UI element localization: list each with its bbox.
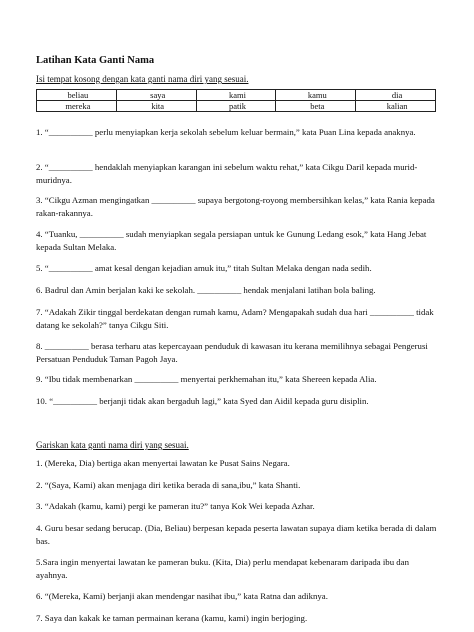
word-cell: kami <box>196 90 276 101</box>
word-table-row <box>37 90 436 101</box>
underline-question-2: 2. “(Saya, Kami) akan menjaga diri ketika berada di sana,ibu,” kata Shanti. <box>36 480 301 490</box>
fill-in-question-5: 5. “__________ amat kesal dengan kejadian amuk itu,” titah Sultan Melaka dengan nada sedih. <box>36 263 372 273</box>
pronoun-word-table <box>36 89 436 112</box>
fill-in-question-1: 1. “__________ perlu menyiapkan kerja sekolah sebelum keluar bermain,” kata Puan Lina kepada anaknya. <box>36 127 416 137</box>
underline-question-1: 1. (Mereka, Dia) bertiga akan menyertai lawatan ke Pusat Sains Negara. <box>36 458 290 468</box>
fill-in-question-9: 9. “Ibu tidak membenarkan __________ menyertai perkhemahan itu,” kata Shereen kepada Alia. <box>36 374 377 384</box>
fill-in-question-10: 10. “__________ berjanji tidak akan bergaduh lagi,” kata Syed dan Aidil kepada guru disiplin. <box>36 396 369 406</box>
section2-instruction: Gariskan kata ganti nama diri yang sesuai. <box>36 440 189 450</box>
underline-question-7: 7. Saya dan kakak ke taman permainan kerana (kamu, kami) ingin berjoging. <box>36 613 308 623</box>
fill-in-question-4: 4. “Tuanku, __________ sudah menyiapkan segala persiapan untuk ke Gunung Ledang esok,” kata Hang Jebat kepada Sultan Melaka. <box>36 229 427 252</box>
word-cell: kamu <box>276 90 356 101</box>
fill-in-question-2: 2. “__________ hendaklah menyiapkan karangan ini sebelum waktu rehat,” kata Cikgu Daril kepada murid-muridnya. <box>36 162 418 185</box>
underline-question-5: 5.Sara ingin menyertai lawatan ke pameran buku. (Kita, Dia) perlu mendapat kebenaram daripada ibu dan ayahnya. <box>36 557 409 580</box>
word-cell: mereka <box>37 101 117 112</box>
word-table-row <box>37 101 436 112</box>
word-cell: kita <box>116 101 196 112</box>
word-cell: dia <box>356 90 436 101</box>
word-cell: saya <box>116 90 196 101</box>
worksheet-title: Latihan Kata Ganti Nama <box>36 55 155 66</box>
word-cell: patik <box>196 101 276 112</box>
underline-question-3: 3. “Adakah (kamu, kami) pergi ke pameran itu?” tanya Kok Wei kepada Azhar. <box>36 501 315 511</box>
word-cell: kalian <box>356 101 436 112</box>
underline-question-6: 6. “(Mereka, Kami) berjanji akan mendengar nasihat ibu,” kata Ratna dan adiknya. <box>36 591 328 601</box>
fill-in-question-7: 7. “Adakah Zikir tinggal berdekatan dengan rumah kamu, Adam? Mengapakah sudah dua hari __________ tidak datang ke sekolah?” tanya Cikgu Siti. <box>36 307 434 330</box>
fill-in-question-8: 8. __________ berasa terharu atas kepercayaan penduduk di kawasan itu kerana memilihnya sebagai Pengerusi Persatuan Penduduk Taman Pagoh Jaya. <box>36 341 428 364</box>
section1-instruction: Isi tempat kosong dengan kata ganti nama diri yang sesuai. <box>36 74 249 84</box>
word-cell: beliau <box>37 90 117 101</box>
word-cell: beta <box>276 101 356 112</box>
fill-in-question-3: 3. “Cikgu Azman mengingatkan __________ supaya bergotong-royong membersihkan kelas,” kata Rania kepada rakan-rakannya. <box>36 195 435 218</box>
underline-question-4: 4. Guru besar sedang berucap. (Dia, Beliau) berpesan kepada peserta lawatan supaya diam ketika berada di dalam bas. <box>36 523 437 546</box>
fill-in-question-6: 6. Badrul dan Amin berjalan kaki ke sekolah. __________ hendak menjalani latihan bola baling. <box>36 285 376 295</box>
